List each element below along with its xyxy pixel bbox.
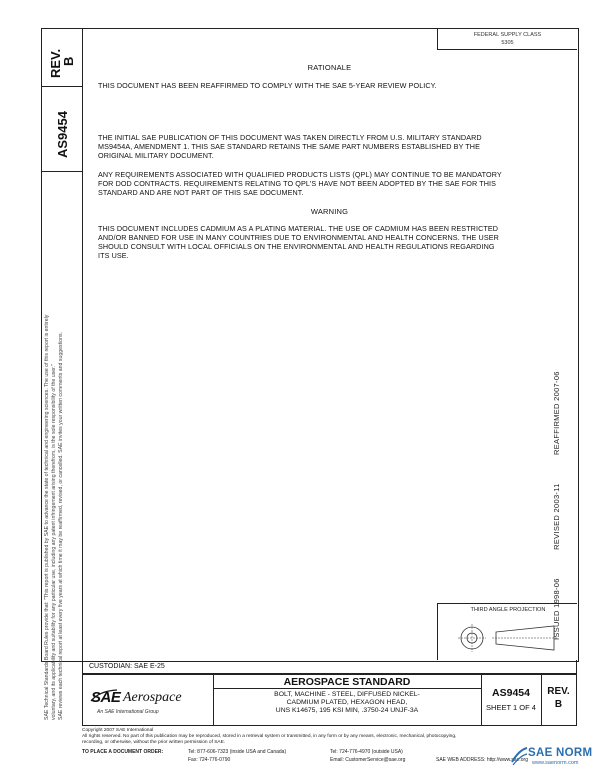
rights-line: recording, or otherwise, without the prior written permission of SAE. bbox=[82, 740, 226, 746]
doc-number: AS9454 bbox=[492, 687, 530, 699]
supply-class-value: 5305 bbox=[501, 40, 514, 46]
paragraph-warning bbox=[98, 224, 528, 260]
standard-type: AEROSPACE STANDARD bbox=[213, 675, 481, 689]
watermark-url[interactable]: www.saenorm.com bbox=[532, 760, 579, 766]
text-line: ITS USE. bbox=[98, 251, 129, 260]
sheet-number: SHEET 1 OF 4 bbox=[486, 703, 536, 712]
title-block bbox=[82, 674, 577, 726]
description-line: BOLT, MACHINE - STEEL, DIFFUSED NICKEL- bbox=[274, 691, 420, 698]
main-frame bbox=[82, 28, 579, 662]
logo-sae-text: SAE bbox=[91, 689, 121, 706]
third-angle-projection-icon bbox=[454, 620, 564, 656]
rev-cell bbox=[541, 675, 576, 725]
text-line: ORIGINAL MILITARY DOCUMENT. bbox=[98, 151, 214, 160]
doc-number-cell bbox=[481, 675, 542, 725]
reaffirmed-date: REAFFIRMED 2007-06 bbox=[552, 371, 561, 455]
custodian: CUSTODIAN: SAE E-25 bbox=[82, 660, 577, 674]
side-doc-number: AS9454 bbox=[55, 111, 70, 158]
legal-note-line: SAE Technical Standards Board Rules provide that: "This report is published by SAE to advance the state of technical and engineering sciences. The use of this report is entirely bbox=[44, 314, 50, 720]
logo-subtitle: An SAE International Group bbox=[97, 709, 159, 715]
supply-class-box bbox=[437, 28, 577, 50]
description-line: CADMIUM PLATED, HEXAGON HEAD, bbox=[286, 699, 408, 707]
order-label: TO PLACE A DOCUMENT ORDER: bbox=[82, 749, 164, 755]
web-address[interactable]: SAE WEB ADDRESS: http://www.sae.org bbox=[436, 757, 528, 763]
sae-logo bbox=[83, 675, 214, 725]
projection-label: THIRD ANGLE PROJECTION bbox=[470, 607, 546, 613]
document-dates bbox=[552, 260, 561, 640]
side-rev-label: REV. bbox=[48, 48, 63, 78]
text-line: THIS DOCUMENT INCLUDES CADMIUM AS A PLATING MATERIAL. THE USE OF CADMIUM HAS BEEN RESTRICTED bbox=[98, 224, 499, 233]
divider bbox=[42, 86, 83, 87]
issued-date: ISSUED 1998-06 bbox=[552, 578, 561, 640]
tel-intl: Tel: 724-776-4970 (outside USA) bbox=[330, 749, 403, 755]
tel-us: Tel: 877-606-7323 (inside USA and Canada) bbox=[188, 749, 287, 755]
side-rev-value: B bbox=[61, 56, 76, 66]
side-legal-note bbox=[44, 160, 65, 720]
side-rev bbox=[49, 49, 75, 78]
rev-label: REV. bbox=[547, 686, 570, 697]
paragraph-qpl bbox=[98, 170, 528, 197]
part-description bbox=[213, 691, 481, 716]
title-cell bbox=[213, 675, 482, 725]
rationale-heading: RATIONALE bbox=[307, 63, 352, 72]
saenorm-watermark bbox=[508, 744, 596, 768]
text-line: THE INITIAL SAE PUBLICATION OF THIS DOCUMENT WAS TAKEN DIRECTLY FROM U.S. MILITARY STANDARD bbox=[98, 133, 482, 142]
text-line: SHOULD CONSULT WITH LOCAL OFFICIALS ON THE ENVIRONMENTAL AND HEALTH REGULATIONS REGARDING bbox=[98, 242, 495, 251]
revised-date: REVISED 2003-11 bbox=[552, 483, 561, 550]
fax: Fax: 724-776-0790 bbox=[188, 757, 231, 763]
warning-heading: WARNING bbox=[310, 207, 349, 216]
rationale-text: THIS DOCUMENT HAS BEEN REAFFIRMED TO COMPLY WITH THE SAE 5-YEAR REVIEW POLICY. bbox=[98, 81, 437, 90]
email: Email: CustomerService@sae.org bbox=[330, 757, 406, 763]
logo-aerospace-text: Aerospace bbox=[123, 690, 182, 705]
projection-box bbox=[437, 603, 577, 660]
text-line: AND/OR BANNED FOR USE IN MANY COUNTRIES DUE TO ENVIRONMENTAL AND HEALTH CONCERNS. THE USER bbox=[98, 233, 499, 242]
text-line: STANDARD AND ARE NOT PART OF THIS SAE DOCUMENT. bbox=[98, 188, 304, 197]
supply-class-label: FEDERAL SUPPLY CLASS bbox=[473, 32, 542, 38]
text-line: MS9454A, AMENDMENT 1. THIS SAE STANDARD RETAINS THE SAME PART NUMBERS ESTABLISHED BY THE bbox=[98, 142, 480, 151]
text-line: FOR DOD CONTRACTS. REQUIREMENTS RELATING TO QPL'S HAVE NOT BEEN ADOPTED BY THE SAE FOR THIS bbox=[98, 179, 496, 188]
paragraph-origin bbox=[98, 133, 528, 160]
description-line: UNS K14675, 195 KSI MIN, .3750-24 UNJF-3A bbox=[275, 707, 419, 715]
copyright: Copyright 2007 SAE International bbox=[82, 728, 154, 733]
rights-line: All rights reserved. No part of this publication may be reproduced, stored in a retrieval system or transmitted, in any form or by any means, electronic, mechanical, photocopying, bbox=[82, 734, 457, 740]
watermark-text: SAE NORM bbox=[528, 747, 593, 759]
footer bbox=[82, 728, 552, 747]
legal-note-line: SAE reviews each technical report at least every five years at which time it may be reaffirmed, revised, or cancelled. SAE invites your written comments and suggestions. bbox=[58, 332, 64, 720]
rev-value: B bbox=[554, 699, 563, 710]
legal-note-line: voluntary, and its applicability and suitability for any particular use, including any patent infringement arising therefrom, is the sole responsibility of the user." bbox=[51, 364, 57, 720]
text-line: ANY REQUIREMENTS ASSOCIATED WITH QUALIFIED PRODUCTS LISTS (QPL) MAY CONTINUE TO BE MANDATORY bbox=[98, 170, 502, 179]
saenorm-logo-icon bbox=[510, 746, 528, 766]
